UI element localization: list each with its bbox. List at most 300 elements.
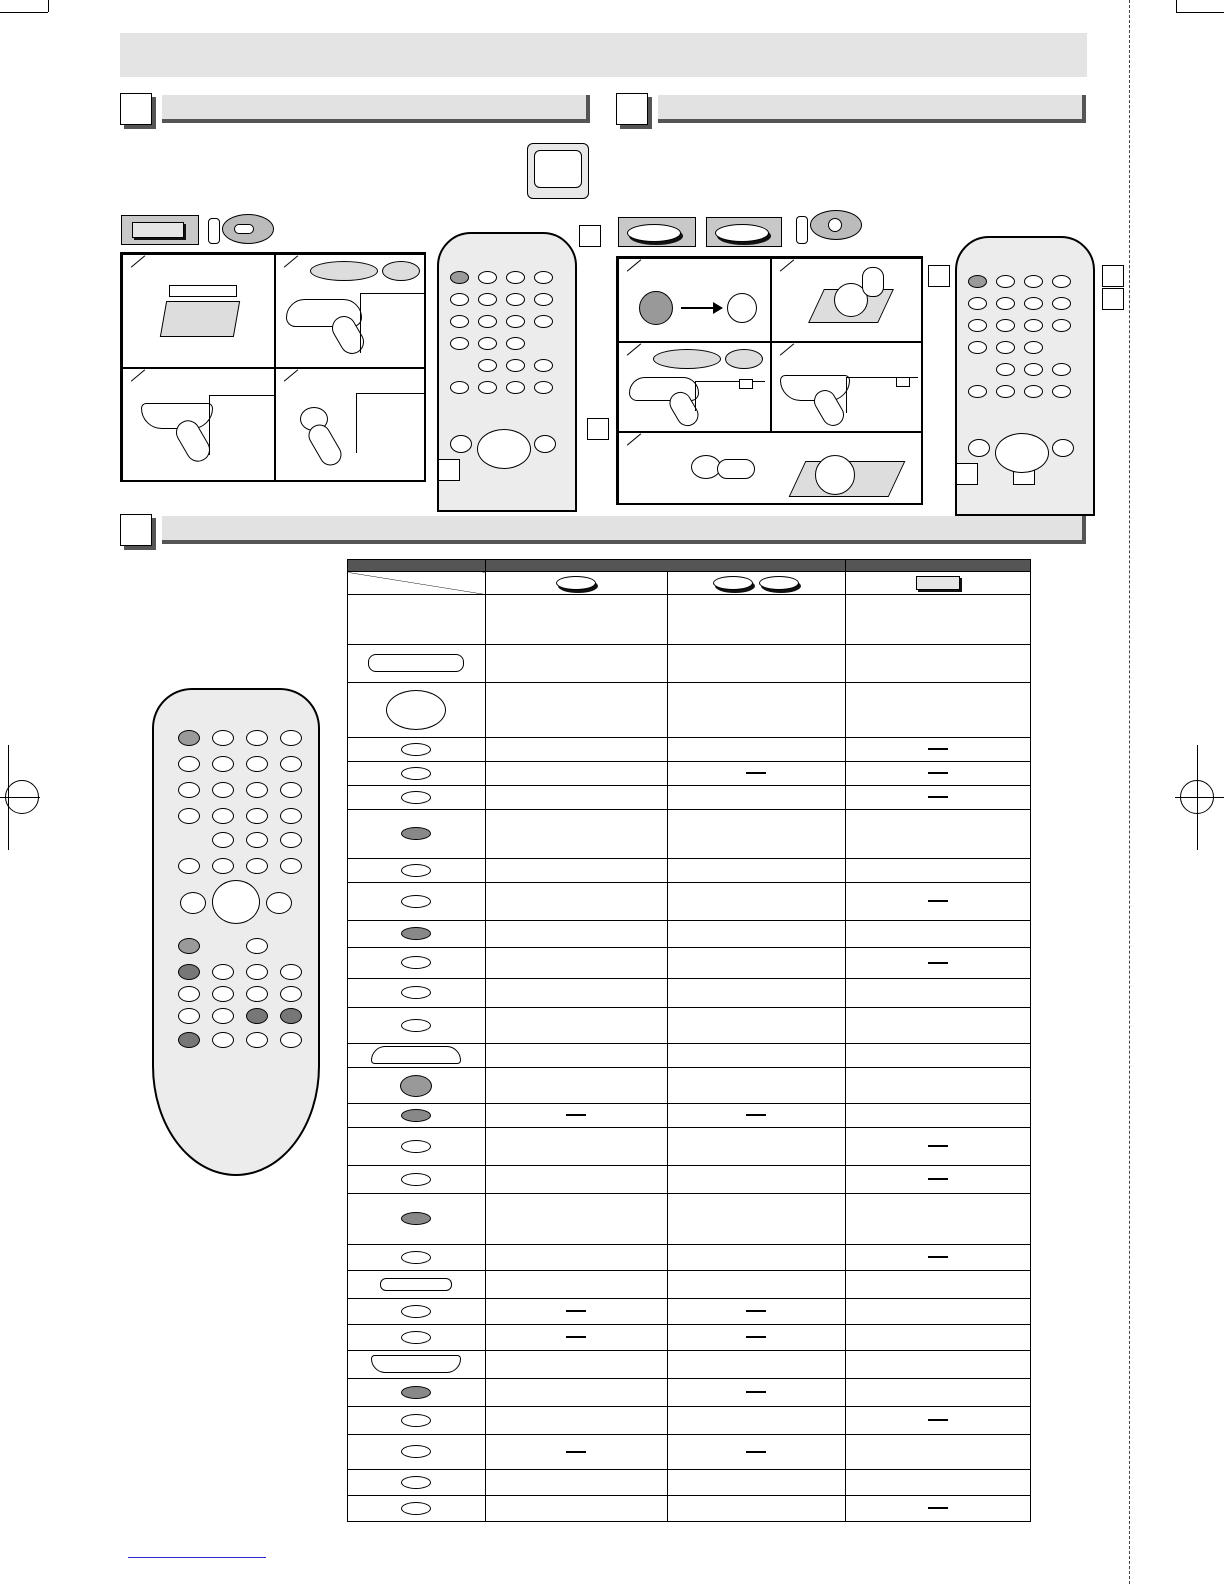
not-available-dash xyxy=(746,1391,766,1393)
disc-icon xyxy=(627,224,681,242)
remote-button xyxy=(506,337,525,350)
function-cell xyxy=(667,1470,846,1496)
table-row xyxy=(348,762,1031,786)
step-1-power-eject xyxy=(618,258,771,342)
remote-button xyxy=(178,964,200,980)
remote-button xyxy=(534,293,553,306)
remote-button xyxy=(534,381,553,394)
oval-button-icon xyxy=(401,1414,431,1427)
disc-icon xyxy=(556,576,596,590)
function-cell xyxy=(667,979,846,1008)
remote-button xyxy=(450,381,469,394)
function-cell xyxy=(667,883,846,921)
disc-icon xyxy=(715,224,769,242)
remote-button xyxy=(996,275,1015,288)
remote-button xyxy=(1024,363,1043,376)
remote-button xyxy=(968,275,987,288)
function-cell xyxy=(846,595,1031,645)
function-cell xyxy=(667,1379,846,1407)
remote-button xyxy=(1052,275,1071,288)
not-available-dash xyxy=(928,1178,948,1180)
skip-button-icon xyxy=(401,791,431,804)
remote-button xyxy=(178,782,200,798)
table-header-bar xyxy=(348,560,1031,572)
table-row xyxy=(348,883,1031,921)
function-cell xyxy=(667,810,846,859)
remote-button xyxy=(178,986,200,1002)
remote-button xyxy=(478,315,497,328)
remote-button xyxy=(280,832,302,848)
table-row xyxy=(348,810,1031,859)
disc-mode-button-icon xyxy=(401,895,431,908)
remote-button xyxy=(478,359,497,372)
table-row xyxy=(348,683,1031,738)
function-cell xyxy=(846,1299,1031,1325)
remote-button xyxy=(212,1032,234,1048)
remote-button xyxy=(178,1008,200,1024)
remote-button xyxy=(968,385,987,398)
remote-button xyxy=(996,319,1015,332)
not-available-dash xyxy=(928,1507,948,1509)
not-available-dash xyxy=(928,1419,948,1421)
oval-button-cell xyxy=(348,738,486,762)
table-row xyxy=(348,1351,1031,1379)
remote-button xyxy=(450,315,469,328)
remote-button xyxy=(996,297,1015,310)
remote-button xyxy=(1052,363,1071,376)
pause-button-cell xyxy=(348,1008,486,1044)
dark-oval-button-cell xyxy=(348,921,486,948)
cd-disc-badge xyxy=(706,217,782,247)
function-cell xyxy=(846,645,1031,683)
crop-mark xyxy=(0,12,48,13)
callout-box xyxy=(1102,265,1124,287)
eject-button-cell xyxy=(348,979,486,1008)
media-header-cell xyxy=(846,572,1031,595)
remote-button xyxy=(478,337,497,350)
oval-button-icon xyxy=(401,1502,431,1515)
oval-button-cell xyxy=(348,948,486,979)
remote-button xyxy=(478,271,497,284)
oval-button-icon xyxy=(401,1251,431,1264)
function-cell xyxy=(485,1068,667,1104)
remote-button xyxy=(212,808,234,824)
table-row xyxy=(348,1128,1031,1166)
not-available-dash xyxy=(928,1145,948,1147)
table-row xyxy=(348,1435,1031,1470)
remote-button xyxy=(212,756,234,772)
not-available-dash xyxy=(746,772,766,774)
function-cell xyxy=(667,1245,846,1271)
crop-mark xyxy=(1176,12,1224,13)
oval-button-icon xyxy=(401,743,431,756)
return-button-cell xyxy=(348,1166,486,1194)
table-row xyxy=(348,948,1031,979)
cassette-icon xyxy=(132,222,184,238)
table-row xyxy=(348,738,1031,762)
remote-button xyxy=(1024,275,1043,288)
eject-button-icon xyxy=(401,986,431,999)
remote-button xyxy=(280,756,302,772)
skip-button xyxy=(968,439,990,457)
remote-button xyxy=(178,808,200,824)
function-cell xyxy=(846,979,1031,1008)
disc-icon xyxy=(815,455,855,495)
not-available-dash xyxy=(746,1310,766,1312)
step-3-press-play xyxy=(618,342,771,432)
function-cell xyxy=(667,738,846,762)
table-row xyxy=(348,1245,1031,1271)
function-cell xyxy=(846,1351,1031,1379)
remote-button xyxy=(246,808,268,824)
function-cell xyxy=(846,1325,1031,1351)
disc-icon xyxy=(713,576,753,590)
function-cell xyxy=(846,1245,1031,1271)
function-cell xyxy=(485,1435,667,1470)
function-cell xyxy=(846,1068,1031,1104)
step-4-press-eject xyxy=(275,368,426,482)
play-button-cell xyxy=(348,1044,486,1068)
remote-button xyxy=(246,756,268,772)
remote-button xyxy=(1024,297,1043,310)
oval-button-cell xyxy=(348,1407,486,1435)
remote-button xyxy=(246,730,268,746)
table-row xyxy=(348,921,1031,948)
header-cell xyxy=(846,560,1031,572)
remote-button xyxy=(280,1008,302,1024)
callout-box xyxy=(438,459,460,481)
function-cell xyxy=(667,1194,846,1245)
function-cell xyxy=(667,1325,846,1351)
function-cell xyxy=(485,1325,667,1351)
remote-button xyxy=(246,1008,268,1024)
function-cell xyxy=(667,786,846,810)
remote-button xyxy=(246,782,268,798)
hand-icon xyxy=(862,267,884,297)
table-row xyxy=(348,1008,1031,1044)
function-cell xyxy=(846,762,1031,786)
callout-box xyxy=(1102,288,1124,310)
dvd-mode-icon xyxy=(794,210,864,246)
function-cell xyxy=(485,1166,667,1194)
table-row xyxy=(348,1044,1031,1068)
section-title xyxy=(162,95,590,123)
media-header-cell xyxy=(485,572,667,595)
remote-button xyxy=(280,1032,302,1048)
table-row xyxy=(348,1470,1031,1496)
function-cell xyxy=(485,1008,667,1044)
function-cell xyxy=(485,883,667,921)
dark-oval-button-cell xyxy=(348,1194,486,1245)
oval-button-cell xyxy=(348,1325,486,1351)
crop-mark xyxy=(1175,797,1224,798)
remote-button xyxy=(996,363,1015,376)
skip-button xyxy=(266,892,292,914)
remote-button xyxy=(968,319,987,332)
not-available-dash xyxy=(928,1256,948,1258)
remote-button xyxy=(178,1032,200,1048)
function-cell xyxy=(667,1496,846,1522)
function-cell xyxy=(667,1407,846,1435)
function-cell xyxy=(667,921,846,948)
not-available-dash xyxy=(928,796,948,798)
function-cell xyxy=(485,786,667,810)
function-cell xyxy=(485,1379,667,1407)
table-row xyxy=(348,1299,1031,1325)
function-cell xyxy=(485,1496,667,1522)
skip-button xyxy=(180,892,206,914)
function-cell xyxy=(485,1351,667,1379)
oval-button-icon xyxy=(401,1331,431,1344)
vcr-dvd-button-icon xyxy=(401,1445,431,1458)
remote-button xyxy=(506,359,525,372)
skip-button-cell xyxy=(348,786,486,810)
play-stop-ring xyxy=(212,880,260,924)
slow-button-cell xyxy=(348,1299,486,1325)
number-keys-cell xyxy=(348,595,486,645)
power-button-cell xyxy=(348,1068,486,1104)
oval-button-icon xyxy=(401,767,431,780)
not-available-dash xyxy=(746,1451,766,1453)
table-row xyxy=(348,1194,1031,1245)
not-available-dash xyxy=(746,1336,766,1338)
remote-button xyxy=(246,938,268,954)
function-cell xyxy=(846,1271,1031,1299)
oval-button-icon xyxy=(401,1476,431,1489)
remote-button xyxy=(450,337,469,350)
not-available-dash xyxy=(566,1451,586,1453)
table-row xyxy=(348,1166,1031,1194)
power-button-icon xyxy=(400,1075,432,1097)
function-cell xyxy=(846,1128,1031,1166)
disc-mode-button-cell xyxy=(348,883,486,921)
stop-button-icon xyxy=(371,1355,461,1373)
table-row xyxy=(348,595,1031,645)
remote-button xyxy=(534,359,553,372)
oval-button-icon xyxy=(401,1140,431,1153)
vcr-mode-icon xyxy=(206,214,276,246)
table-row xyxy=(348,1068,1031,1104)
table-row xyxy=(348,1496,1031,1522)
not-available-dash xyxy=(566,1310,586,1312)
play-button-icon xyxy=(371,1046,461,1064)
section-number xyxy=(120,514,152,546)
function-cell xyxy=(667,1299,846,1325)
crop-mark xyxy=(1176,0,1177,12)
dark-oval-button-cell xyxy=(348,1379,486,1407)
remote-button xyxy=(212,858,234,874)
remote-button xyxy=(246,858,268,874)
table-row xyxy=(348,979,1031,1008)
remote-button xyxy=(968,341,987,354)
remote-button xyxy=(1024,341,1043,354)
function-cell xyxy=(667,1068,846,1104)
step-2-load-disc xyxy=(771,258,923,342)
section-title xyxy=(162,516,1086,544)
crop-mark xyxy=(0,797,40,798)
section-header-button-functions xyxy=(120,514,1088,548)
cassette-icon xyxy=(160,301,240,337)
function-cell xyxy=(846,948,1031,979)
stop-square-button-cell xyxy=(348,859,486,883)
play-stop-ring xyxy=(995,433,1049,473)
remote-button xyxy=(212,1008,234,1024)
not-available-dash xyxy=(928,748,948,750)
vcr-steps-panel xyxy=(120,252,426,482)
remote-button xyxy=(280,808,302,824)
section-title xyxy=(658,95,1086,123)
function-cell xyxy=(846,810,1031,859)
function-cell xyxy=(485,948,667,979)
header-corner xyxy=(348,572,486,595)
remote-button xyxy=(1052,319,1071,332)
remote-button xyxy=(246,832,268,848)
function-cell xyxy=(485,1194,667,1245)
remote-button xyxy=(1052,385,1071,398)
vcr-dvd-button-cell xyxy=(348,1435,486,1470)
stop-button-cell xyxy=(348,1351,486,1379)
skip-up-down-buttons-cell xyxy=(348,1271,486,1299)
remote-button xyxy=(212,964,234,980)
remote-button xyxy=(178,730,200,746)
return-button-icon xyxy=(401,1173,431,1186)
not-available-dash xyxy=(928,962,948,964)
dark-oval-button-icon xyxy=(401,827,431,840)
remote-button xyxy=(212,832,234,848)
remote-button xyxy=(280,730,302,746)
skip-up-down-buttons-icon xyxy=(380,1278,452,1291)
function-cell xyxy=(485,762,667,786)
oval-button-cell xyxy=(348,1470,486,1496)
function-cell xyxy=(667,1128,846,1166)
function-cell xyxy=(485,1271,667,1299)
function-cell xyxy=(846,683,1031,738)
media-header-cell xyxy=(667,572,846,595)
function-cell xyxy=(667,645,846,683)
gray-oval-button-icon xyxy=(401,1109,431,1122)
header-cell xyxy=(485,560,845,572)
stop-square-button-icon xyxy=(401,864,431,877)
cursor-keys-cell xyxy=(348,683,486,738)
remote-button xyxy=(506,315,525,328)
cassette-icon xyxy=(916,576,960,590)
not-available-dash xyxy=(746,1114,766,1116)
remote-button xyxy=(1052,297,1071,310)
function-cell xyxy=(846,1104,1031,1128)
crop-mark xyxy=(1197,745,1198,850)
function-cell xyxy=(485,1128,667,1166)
oval-button-icon xyxy=(401,956,431,969)
not-available-dash xyxy=(566,1114,586,1116)
function-cell xyxy=(485,1245,667,1271)
remote-button xyxy=(1024,385,1043,398)
media-header-row xyxy=(348,572,1031,595)
remote-button xyxy=(968,297,987,310)
remote-button xyxy=(212,986,234,1002)
function-cell xyxy=(846,1435,1031,1470)
remote-button xyxy=(506,271,525,284)
disc-icon xyxy=(759,576,799,590)
remote-button xyxy=(450,293,469,306)
function-cell xyxy=(667,1435,846,1470)
remote-button xyxy=(280,782,302,798)
function-cell xyxy=(485,738,667,762)
function-cell xyxy=(846,1379,1031,1407)
function-cell xyxy=(667,948,846,979)
function-cell xyxy=(667,595,846,645)
callout-box xyxy=(587,418,609,440)
function-cell xyxy=(846,1407,1031,1435)
table-row xyxy=(348,645,1031,683)
function-cell xyxy=(667,1008,846,1044)
function-cell xyxy=(667,683,846,738)
function-cell xyxy=(485,921,667,948)
hand-icon xyxy=(172,416,215,466)
function-cell xyxy=(846,1008,1031,1044)
function-cell xyxy=(846,1470,1031,1496)
tv-icon xyxy=(527,143,589,199)
function-cell xyxy=(667,1351,846,1379)
function-cell xyxy=(485,810,667,859)
function-cell xyxy=(485,979,667,1008)
fold-line xyxy=(1129,0,1130,1584)
pause-button-icon xyxy=(401,1019,431,1032)
remote-button xyxy=(212,782,234,798)
table-row xyxy=(348,1325,1031,1351)
function-cell xyxy=(485,1104,667,1128)
hand-icon xyxy=(304,420,345,469)
table-row xyxy=(348,1379,1031,1407)
cassette-badge xyxy=(121,215,199,245)
not-available-dash xyxy=(928,900,948,902)
function-cell xyxy=(846,738,1031,762)
remote-button xyxy=(506,293,525,306)
remote-button xyxy=(506,381,525,394)
not-available-dash xyxy=(566,1336,586,1338)
step-4-press-stop xyxy=(771,342,923,432)
oval-button-cell xyxy=(348,762,486,786)
function-cell xyxy=(485,595,667,645)
callout-box xyxy=(956,463,978,485)
footer-link-underline xyxy=(128,1557,266,1558)
crop-mark xyxy=(8,745,9,850)
remote-button xyxy=(996,385,1015,398)
step-3-press-stop xyxy=(122,368,275,482)
function-cell xyxy=(846,883,1031,921)
oval-button-cell xyxy=(348,1245,486,1271)
function-cell xyxy=(485,1299,667,1325)
dvd-steps-panel xyxy=(616,256,923,505)
section-header-vcr-playback xyxy=(120,93,592,127)
remote-button xyxy=(280,986,302,1002)
remote-button xyxy=(178,756,200,772)
oval-button-cell xyxy=(348,1496,486,1522)
rewind-ffwd-keys-cell xyxy=(348,645,486,683)
section-header-dvd-playback xyxy=(616,93,1088,127)
cursor-keys-icon xyxy=(386,690,446,730)
section-number xyxy=(616,93,648,125)
step-5-eject-disc xyxy=(618,432,923,505)
function-cell xyxy=(846,786,1031,810)
remote-button xyxy=(478,293,497,306)
function-cell xyxy=(485,1407,667,1435)
skip-button xyxy=(450,435,472,453)
function-cell xyxy=(667,762,846,786)
function-cell xyxy=(485,1470,667,1496)
remote-button xyxy=(450,271,469,284)
dark-oval-button-icon xyxy=(401,927,431,940)
section-number xyxy=(120,93,152,125)
